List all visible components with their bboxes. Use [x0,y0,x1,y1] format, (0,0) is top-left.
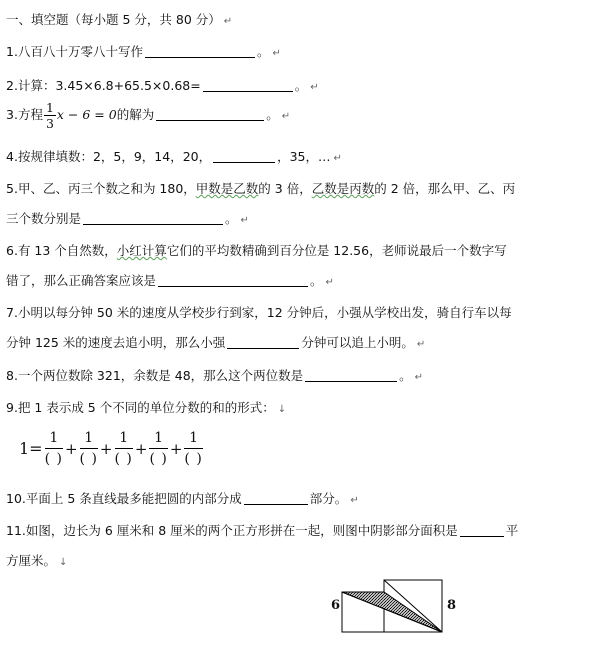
question-9 [6,398,286,416]
paragraph-mark-icon: ↵ [272,48,281,59]
question-text: 有 13 个自然数， [17,243,117,258]
answer-blank[interactable] [305,369,397,382]
paragraph-mark-icon: ↵ [240,215,249,226]
down-arrow-icon: ↓ [277,404,287,415]
question-text: 按规律填数：2，5，9，14，20， [17,149,212,164]
question-text: 甲、乙、丙三个数之和为 180， [17,181,196,196]
paragraph-mark-icon: ↵ [223,16,233,27]
paragraph-mark-icon: ↵ [416,339,426,350]
answer-blank[interactable] [460,524,504,537]
question-5-line-2 [6,209,249,227]
answer-blank[interactable] [83,212,223,225]
question-end: 。 [225,211,238,226]
question-5 [6,179,515,197]
question-end: 。 [256,44,270,59]
question-end: 。 [399,368,412,383]
question-text: 三个数分别是 [6,211,82,226]
fraction-denominator-blank[interactable]: ( ) [184,451,203,467]
answer-blank[interactable] [213,150,275,163]
section-header [6,10,232,28]
fraction-denominator: 3 [45,116,54,131]
unit-fraction [80,428,98,469]
question-number: 5. [6,181,18,196]
fraction-denominator-blank[interactable]: ( ) [79,451,98,467]
equation-text: x − 6 = 0 [56,107,117,122]
question-text: 把 1 表示成 5 个不同的单位分数的和的形式： [17,400,275,415]
question-number: 10. [6,491,26,506]
unit-fraction [45,428,63,469]
unit-fraction [149,428,167,469]
question-text: 的 3 倍， [258,181,312,196]
paragraph-mark-icon: ↵ [414,372,424,383]
question-2 [6,76,319,94]
squares-diagram [330,578,466,634]
question-text-after: ，35，… [277,149,331,164]
fraction-numerator: 1 [45,428,63,449]
answer-blank[interactable] [156,108,264,121]
question-1 [6,42,281,60]
fraction-numerator: 1 [184,428,202,449]
question-text-after: 部分。 [309,491,348,506]
question-6 [6,241,507,259]
paragraph-mark-icon: ↵ [350,495,359,506]
question-number: 4. [6,149,18,164]
answer-blank[interactable] [158,274,308,287]
formula-lhs: 1= [19,439,43,458]
plus-sign: + [134,439,148,458]
question-number: 7. [6,305,18,320]
question-6-line-2 [6,271,334,289]
plus-sign: + [169,439,183,458]
unit-fraction [184,428,202,469]
question-text: 一个两位数除 321，余数是 48，那么这个两位数是 [17,368,304,383]
question-end: 。 [294,78,308,93]
fraction-denominator-blank[interactable]: ( ) [149,451,168,467]
question-text-underlined: 乙数是丙数 [311,181,375,196]
question-number: 2. [6,78,18,93]
question-text-underlined: 甲数是乙数 [195,181,259,196]
question-text-post: 的解为 [116,107,155,122]
question-11-line-2 [6,551,67,569]
question-10 [6,489,359,507]
question-number: 11. [6,523,26,538]
section-header-text: 一、填空题（每小题 5 分，共 80 分） [6,12,221,27]
question-number: 3. [6,107,18,122]
fraction-denominator-blank[interactable]: ( ) [44,451,63,467]
question-text-pre: 方程 [17,107,43,122]
fraction-numerator: 1 [115,428,133,449]
fraction-one-third [44,100,56,131]
paragraph-mark-icon: ↵ [325,277,334,288]
fraction-numerator: 1 [45,100,54,115]
paragraph-mark-icon: ↵ [281,111,291,122]
question-text: 方厘米。 [6,553,57,568]
question-11 [6,521,518,539]
answer-blank[interactable] [227,336,299,349]
question-7-line-2 [6,333,425,351]
question-end: 。 [266,107,279,122]
question-3 [6,100,290,131]
question-end: 。 [310,273,323,288]
question-text: 小明以每分钟 50 米的速度从学校步行到家，12 分钟后，小强从学校出发，骑自行车以每 [17,305,512,320]
fraction-numerator: 1 [149,428,167,449]
question-text: 的 2 倍，那么甲、乙、丙 [374,181,516,196]
label-eight: 8 [447,598,457,613]
plus-sign: + [99,439,113,458]
question-text: 计算：3.45×6.8+65.5×0.68= [17,78,201,93]
question-7 [6,303,512,321]
question-text-after: 分钟可以追上小明。 [301,335,414,350]
question-text: 它们的平均数精确到百分位是 12.56，老师说最后一个数字写 [166,243,507,258]
answer-blank[interactable] [244,492,308,505]
question-text: 平面上 5 条直线最多能把圆的内部分成 [25,491,242,506]
paragraph-mark-icon: ↵ [333,153,342,164]
question-text: 错了，那么正确答案应该是 [6,273,157,288]
answer-blank[interactable] [145,45,255,58]
question-text-underlined: 小红计算 [116,243,167,258]
fraction-numerator: 1 [80,428,98,449]
question-4 [6,147,342,165]
squares-figure [330,578,466,634]
label-six: 6 [331,598,341,613]
question-text: 分钟 125 米的速度去追小明，那么小强 [6,335,226,350]
plus-sign: + [64,439,78,458]
question-number: 1. [6,44,18,59]
paragraph-mark-icon: ↵ [310,82,319,93]
unit-fraction [115,428,133,469]
question-text: 八百八十万零八十写作 [17,44,143,59]
answer-blank[interactable] [203,79,293,92]
fraction-denominator-blank[interactable]: ( ) [114,451,133,467]
down-arrow-icon: ↓ [59,557,68,568]
question-number: 9. [6,400,18,415]
question-number: 6. [6,243,18,258]
unit-fraction-formula [18,428,204,469]
question-number: 8. [6,368,18,383]
question-8 [6,366,423,384]
question-text: 如图，边长为 6 厘米和 8 厘米的两个正方形拼在一起，则图中阴影部分面积是 [25,523,458,538]
question-text-after: 平 [505,523,519,538]
